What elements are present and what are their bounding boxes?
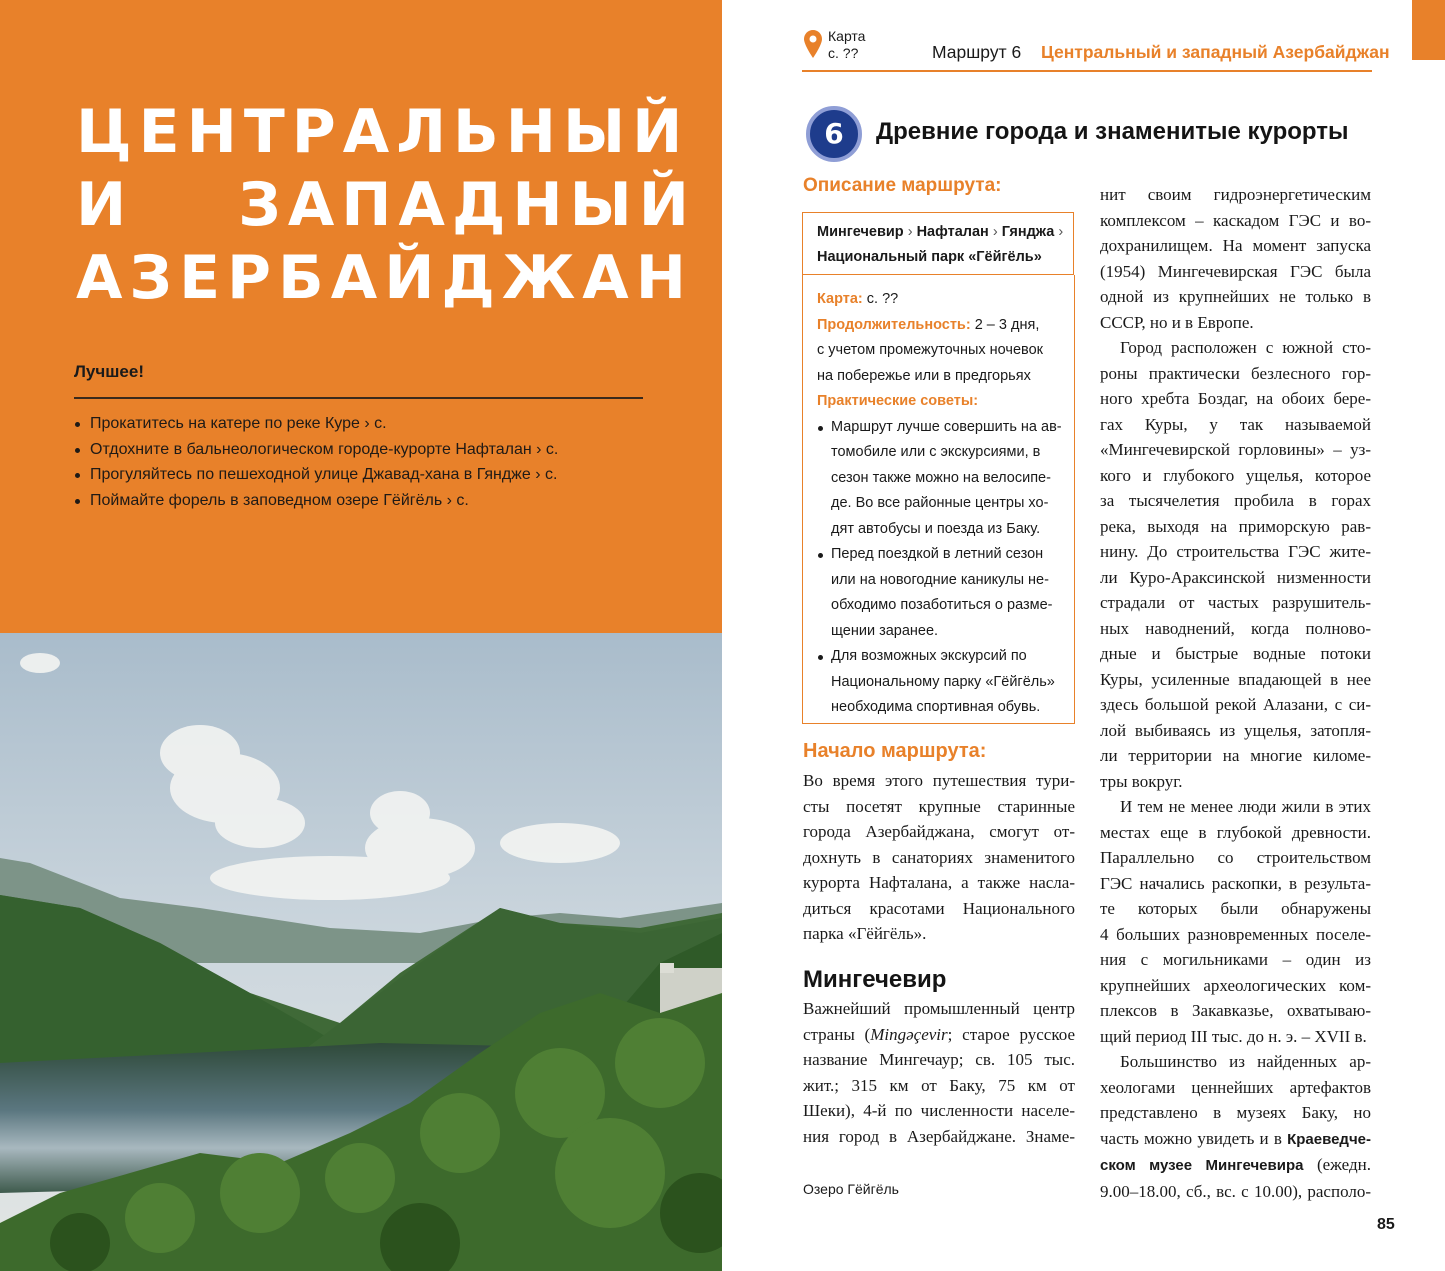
route-stop: Нафталан [916, 224, 989, 240]
text-line: Во время этого путешествия тури- [803, 771, 1075, 790]
tip-line: дят автобусы и поезда из Баку. [831, 520, 1041, 537]
text-line: курорта Нафталана, а также насла- [803, 873, 1075, 892]
route-path [817, 220, 1067, 270]
text-line: ных наводнений, когда полново- [1100, 618, 1371, 638]
text-line: кого и глубокого ущелья, которое [1100, 465, 1371, 485]
region-label: Центральный и западный Азербайджан [1041, 42, 1390, 62]
tip-line: обходимо позаботиться о разме- [831, 597, 1053, 613]
route-stop: Гянджа [1001, 224, 1055, 240]
text-line: роны практически безлесного гор- [1100, 363, 1371, 383]
route-label: Маршрут 6 [932, 42, 1022, 62]
route-separator: › [992, 224, 998, 240]
text-line [803, 1022, 1075, 1048]
museum-name: ском музее Мингечевира [1100, 1157, 1304, 1174]
duration-note: на побережье или в предгорьях [817, 367, 1031, 384]
text-line: нит своим гидроэнергетическим [1100, 185, 1371, 204]
text-line: 9.00–18.00, сб., вс. с 10.00), располо- [1100, 1181, 1371, 1201]
paragraph [1100, 335, 1371, 794]
running-header [802, 26, 1390, 72]
paragraph [1100, 794, 1371, 1049]
tip-item [817, 542, 1069, 644]
text-line: Большинство из найденных ар- [1120, 1052, 1371, 1071]
text-line: дохнуть в санаториях знаменитого [803, 847, 1075, 867]
route-stop: Национальный парк «Гёйгёль» [817, 249, 1042, 265]
text-fragment: страны ( [803, 1024, 871, 1044]
azerbaijani-name: Mingəçevir [870, 1024, 948, 1044]
text-line: одной из крупнейших не только в [1100, 287, 1371, 306]
paragraph [1100, 182, 1371, 335]
city-body-column [1100, 182, 1371, 1204]
map-info-value: с. ?? [866, 291, 899, 307]
route-stop: Мингечевир [817, 224, 904, 240]
text-line: (1954) Мингечевирская ГЭС была [1100, 261, 1371, 281]
text-line: жит.; 315 км от Баку, 75 км от [803, 1075, 1075, 1095]
header-divider [802, 70, 1372, 72]
best-item: Поймайте форель в заповедном озере Гёйгёль › с. [74, 488, 558, 514]
text-line: Куры, усиленные впадающей в нее [1100, 669, 1371, 689]
tip-item [817, 415, 1069, 543]
text-line: Важнейший промышленный центр [803, 999, 1075, 1018]
text-line: 4 больших разновременных поселе- [1100, 924, 1371, 944]
text-line: ного хребта Боздаг, на обоих бере- [1100, 389, 1371, 408]
map-info-row [817, 287, 1069, 313]
route-start-text [803, 768, 1075, 947]
tip-line: Перед поездкой в летний сезон [831, 546, 1044, 562]
text-line: плексов в Закавказье, охватываю- [1100, 1001, 1371, 1020]
text-line: Город расположен с южной сто- [1120, 338, 1371, 357]
landscape-illustration [0, 633, 722, 1271]
map-pin-icon [804, 30, 822, 58]
chapter-title-line: ЦЕНТРАЛЬНЫЙ [76, 97, 690, 167]
tips-list [817, 415, 1069, 721]
city-heading: Мингечевир [803, 966, 947, 993]
text-line: Параллельно со строительством [1100, 848, 1371, 867]
text-line: Шеки), 4-й по численности населе- [803, 1101, 1075, 1120]
text-line: местах еще в глубокой древности. [1100, 822, 1371, 842]
text-line [1100, 1126, 1371, 1153]
text-line: тры вокруг. [1100, 771, 1183, 791]
best-list [74, 411, 558, 513]
text-line: дохранилищем. На момент запуска [1100, 236, 1371, 255]
text-fragment: ; старое русское [947, 1024, 1075, 1044]
tip-line: де. Во все районные центры хо- [831, 495, 1049, 511]
text-line: хеологами ценнейших артефактов [1100, 1077, 1371, 1097]
best-item: Прогуляйтесь по пешеходной улице Джавад-хана в Гяндже › с. [74, 462, 558, 488]
duration-note: с учетом промежуточных ночевок [817, 342, 1043, 358]
text-line: ли территории на многие киломе- [1100, 746, 1371, 765]
tip-line: Для возможных экскурсий по [831, 648, 1027, 664]
duration-value: 2 – 3 дня, [974, 316, 1040, 333]
text-line: дные и быстрые водные потоки [1100, 644, 1371, 663]
text-line: лой выбиваясь из ущелья, затопля- [1100, 720, 1371, 740]
text-line: страдали от частых разрушитель- [1100, 593, 1371, 612]
text-line: «Мингечевирской горловины» – уз- [1100, 440, 1371, 459]
text-line: река, выходя на приморскую рав- [1100, 516, 1371, 536]
chapter-title [76, 96, 696, 315]
text-line: ГЭС начались раскопки, в результа- [1100, 873, 1371, 893]
chapter-title-line: АЗЕРБАЙДЖАН [76, 243, 693, 313]
chapter-tab-marker [1412, 0, 1445, 60]
best-heading: Лучшее! [74, 362, 144, 381]
lake-gogol-photo [0, 633, 722, 1271]
tip-line: необходима спортивная обувь. [831, 699, 1041, 715]
tip-line: томобиле или с экскурсиями, в [831, 444, 1041, 460]
text-line: за тысячелетия пробила в горах [1100, 491, 1371, 510]
text-line: щий период III тыс. до н. э. – XVII в. [1100, 1026, 1367, 1046]
text-line: диться красотами Национального [803, 898, 1075, 918]
text-line: здесь большой рекой Алазани, с си- [1100, 695, 1371, 714]
text-line: парка «Гёйгёль». [803, 924, 927, 943]
duration-label: Продолжительность: [817, 316, 971, 333]
route-description-heading: Описание маршрута: [803, 175, 1002, 196]
tip-line: или на новогодние каникулы не- [831, 571, 1049, 588]
text-fragment: (ежедн. [1303, 1155, 1372, 1174]
page-number: 85 [1377, 1216, 1395, 1233]
route-title: Древние города и знаменитые курорты [876, 118, 1349, 145]
photo-caption: Озеро Гёйгёль [803, 1181, 899, 1197]
route-info-box [802, 275, 1075, 724]
duration-row [817, 313, 1069, 339]
route-number-badge: 6 [806, 106, 862, 162]
text-line: нину. До строительства ГЭС жите- [1100, 542, 1371, 561]
text-line: крупнейших археологических ком- [1100, 975, 1371, 995]
text-line: представлено в музеях Баку, но [1100, 1103, 1371, 1122]
museum-name: Краеведче- [1287, 1130, 1371, 1148]
text-fragment: часть можно увидеть и в [1100, 1128, 1288, 1148]
tip-item [817, 644, 1069, 721]
map-page: с. ?? [828, 45, 859, 61]
tip-line: Национальному парку «Гёйгёль» [831, 673, 1055, 690]
text-line: ли Куро-Араксинской низменности [1100, 567, 1371, 587]
route-start-heading: Начало маршрута: [803, 740, 987, 762]
text-line: гах Куры, у так называемой [1100, 414, 1371, 434]
text-line [1100, 1152, 1371, 1179]
text-line: СССР, но и в Европе. [1100, 312, 1254, 332]
best-item: Прокатитесь на катере по реке Куре › с. [74, 411, 558, 437]
map-reference[interactable] [828, 28, 865, 62]
route-path-box [802, 212, 1074, 275]
route-separator: › [907, 224, 913, 240]
map-label: Карта [828, 28, 866, 44]
tip-line: сезон также можно на велосипе- [831, 469, 1051, 486]
city-intro-text [803, 996, 1075, 1149]
best-item: Отдохните в бальнеологическом городе-курорте Нафталан › с. [74, 437, 558, 463]
tip-line: щении заранее. [831, 622, 939, 639]
text-line: те которых были обнаружены [1100, 899, 1371, 918]
text-line: И тем не менее люди жили в этих [1120, 797, 1371, 816]
text-line: ния с могильниками – один из [1100, 950, 1371, 969]
paragraph [1100, 1049, 1371, 1204]
divider [74, 397, 643, 399]
text-line: города Азербайджана, смогут от- [803, 822, 1075, 841]
tip-line: Маршрут лучше совершить на ав- [831, 418, 1062, 435]
tips-label: Практические советы: [817, 393, 979, 409]
text-line: сты посетят крупные старинные [803, 796, 1075, 816]
route-separator: › [1058, 224, 1064, 240]
text-line: комплексом – каскадом ГЭС и во- [1100, 210, 1371, 230]
chapter-title-line: И ЗАПАДНЫЙ [76, 170, 696, 240]
text-line: название Мингечаур; св. 105 тыс. [803, 1050, 1075, 1069]
chapter-cover-panel [0, 0, 722, 633]
map-info-label: Карта: [817, 291, 863, 307]
route-info [817, 287, 1069, 721]
text-line: ния город в Азербайджане. Знаме- [803, 1126, 1075, 1146]
